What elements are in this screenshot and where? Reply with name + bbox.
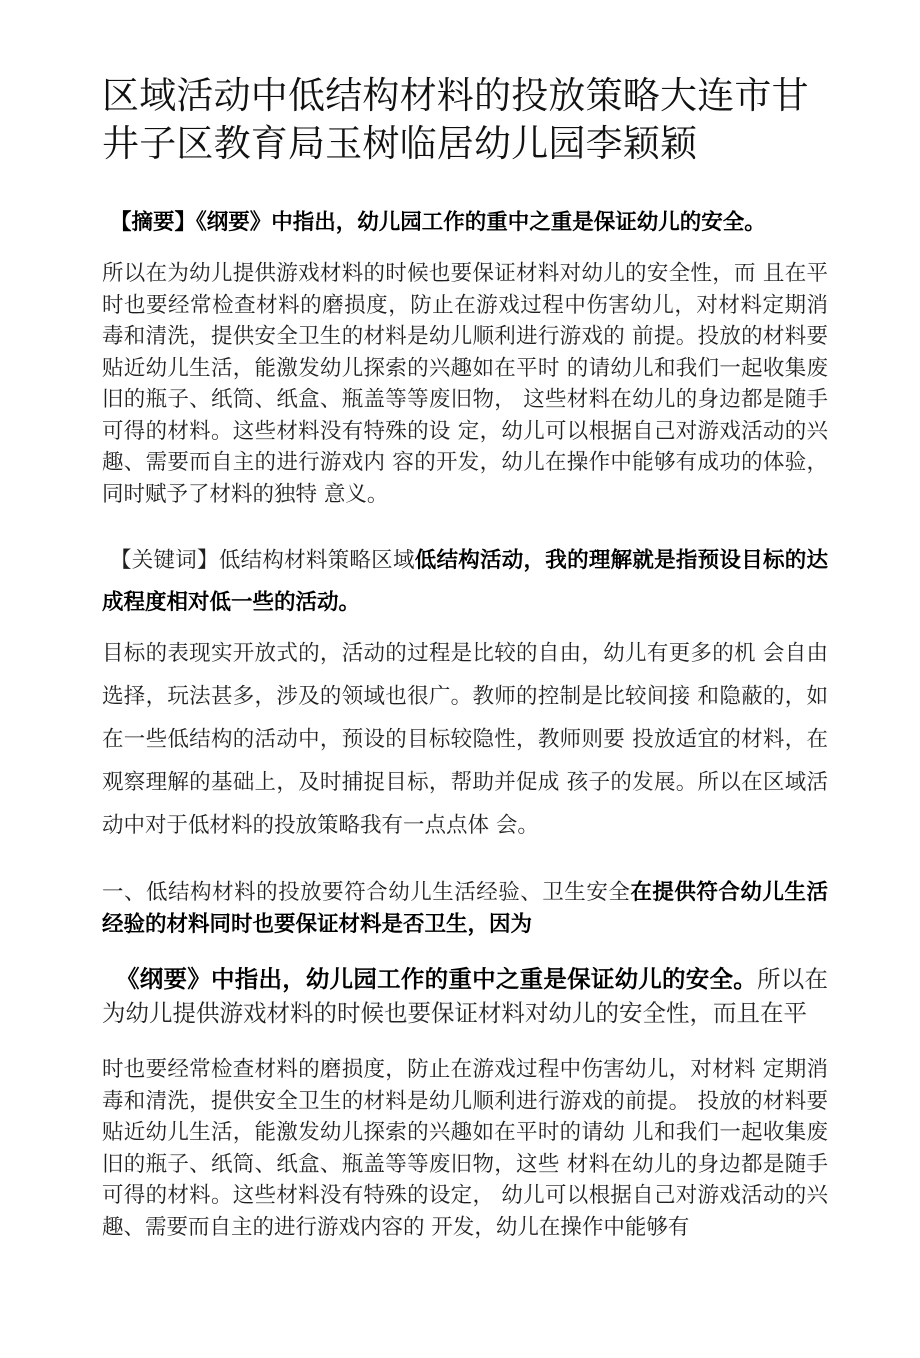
keywords-line xyxy=(102,540,828,624)
guideline-quote-continuation: 所以在为幼儿提供游戏材料的时候也要保证材料对幼儿的安全性，而且在平 xyxy=(102,965,829,1027)
keywords-label: 【关键词】低结构材料策略区域 xyxy=(110,548,415,573)
abstract-heading-line: 【摘要】《纲要》中指出，幼儿园工作的重中之重是保证幼儿的安全。 xyxy=(110,210,766,235)
document-content xyxy=(102,0,828,1243)
abstract-body-paragraph: 所以在为幼儿提供游戏材料的时候也要保证材料对幼儿的安全性，而 且在平时也要经常检查材料的磨损度，防止在游戏过程中伤害幼儿，对材料定期消毒和清洗，提供安全卫生的材料是幼儿顺利进行游戏的 前提。投放的材料要贴近幼儿生活，能激发幼儿探索的兴趣如在平时 的请幼儿和我们一起收集废旧的瓶子、纸筒、纸盒、瓶盖等等废旧物， 这些材料在幼儿的身边都是随手可得的材料。这些材料没有特殊的设 定，幼儿可以根据自己对游戏活动的兴趣、需要而自主的进行游戏内 容的开发，幼儿在操作中能够有成功的体验，同时赋予了材料的独特 意义。 xyxy=(102,261,828,507)
section-heading-one xyxy=(102,877,828,940)
section-heading-emphasis: 在提供符合幼儿生活经验的材料同时也要保证材料是否卫生，因为 xyxy=(102,880,828,937)
keywords-emphasis: 低结构活动，我的理解就是指预设目标的达成程度相对低一些的活动。 xyxy=(102,548,828,615)
section-heading-text: 一、低结构材料的投放要符合幼儿生活经验、卫生安全 xyxy=(102,880,631,905)
guideline-quote-paragraph xyxy=(102,962,828,1030)
guideline-quote-emphasis: 《纲要》中指出，幼儿园工作的重中之重是保证幼儿的安全。 xyxy=(116,965,758,993)
page-title: 区域活动中低结构材料的投放策略大连市甘井子区教育局玉树临居幼儿园李颖颖 xyxy=(102,74,809,165)
definition-paragraph: 目标的表现实开放式的，活动的过程是比较的自由，幼儿有更多的机 会自由选择，玩法甚多，涉及的领域也很广。教师的控制是比较间接 和隐蔽的，如在一些低结构的活动中，预设的目标较隐性，教师则要 投放适宜的材料，在观察理解的基础上，及时捕捉目标，帮助并促成 孩子的发展。所以在区域活动中对于低材料的投放策略我有一点点体 会。 xyxy=(102,641,828,838)
closing-paragraph: 时也要经常检查材料的磨损度，防止在游戏过程中伤害幼儿，对材料 定期消毒和清洗，提供安全卫生的材料是幼儿顺利进行游戏的前提。 投放的材料要贴近幼儿生活，能激发幼儿探索的兴趣如在平时的请幼 儿和我们一起收集废旧的瓶子、纸筒、纸盒、瓶盖等等废旧物，这些 材料在幼儿的身边都是随手可得的材料。这些材料没有特殊的设定， 幼儿可以根据自己对游戏活动的兴趣、需要而自主的进行游戏内容的 开发，幼儿在操作中能够有 xyxy=(102,1057,828,1240)
